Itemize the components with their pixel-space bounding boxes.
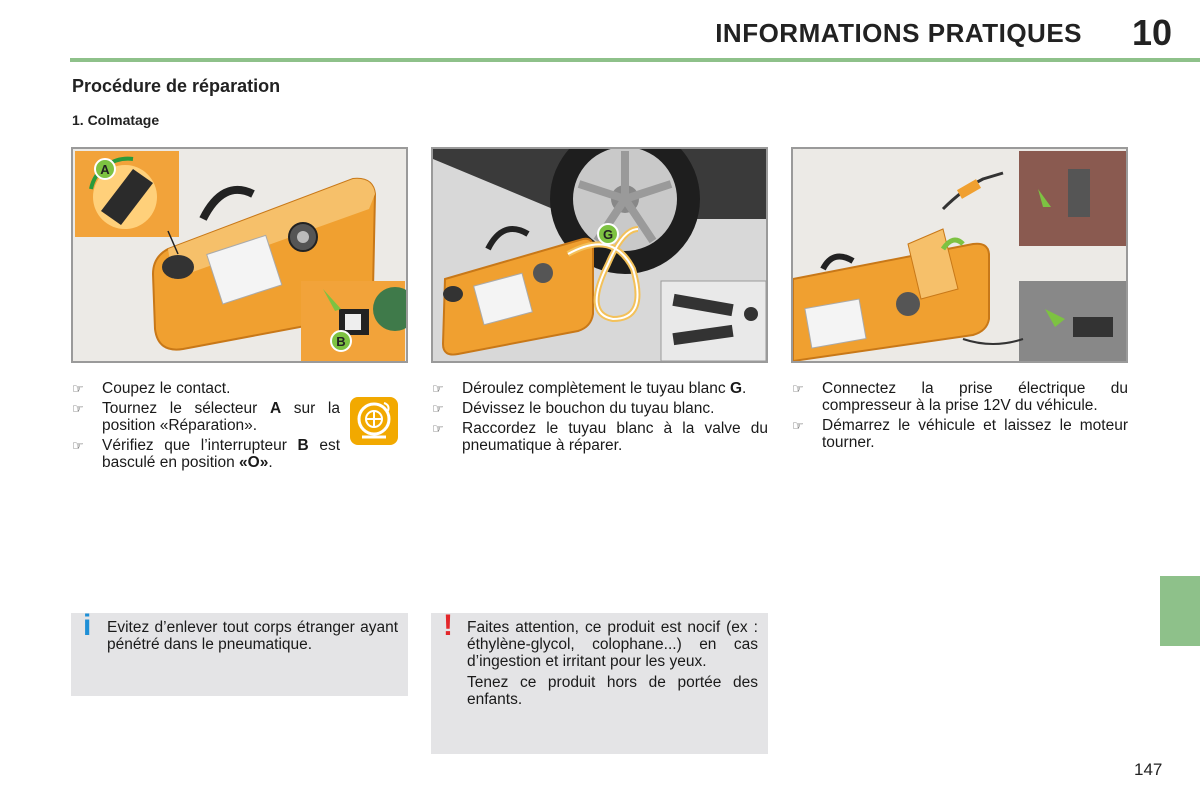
warning-note-text: Faites attention, ce produit est nocif (ex : éthylène-glycol, colophane...) en cas d’ingestion et irritant pour les yeux. Tenez ce produit hors de portée des enfants. (467, 619, 758, 708)
power-socket-illustration (791, 147, 1128, 363)
pointing-hand-icon: ☞ (72, 438, 84, 453)
chapter-number: 10 (1131, 12, 1173, 53)
list-item: ☞ Tournez le sélecteur A sur la position «Réparation». (72, 400, 340, 434)
chapter-title: INFORMATIONS PRATIQUES (715, 18, 1082, 48)
column-1-steps (72, 380, 340, 474)
list-item: ☞ Déroulez complètement le tuyau blanc G. (432, 380, 747, 397)
section-title: Procédure de réparation (72, 76, 281, 96)
list-item: ☞ Coupez le contact. (72, 380, 231, 397)
info-note (71, 609, 408, 696)
pointing-hand-icon: ☞ (432, 381, 444, 396)
warning-note (431, 609, 768, 754)
list-item: ☞ Connectez la prise électrique du compresseur à la prise 12V du véhicule. (792, 380, 1128, 414)
pointing-hand-icon: ☞ (432, 401, 444, 416)
callout-a: A (100, 162, 110, 177)
chapter-tab (1160, 576, 1200, 646)
column-3-steps (792, 380, 1128, 454)
step-title: 1. Colmatage (72, 112, 160, 128)
compressor-selector-illustration (71, 147, 408, 363)
column-2-steps (432, 380, 768, 457)
pointing-hand-icon: ☞ (72, 381, 84, 396)
info-icon: i (83, 609, 92, 642)
pointing-hand-icon: ☞ (792, 381, 804, 396)
pointing-hand-icon: ☞ (432, 421, 444, 436)
list-item: ☞ Vérifiez que l’interrupteur B est basculé en position «O». (72, 437, 340, 471)
warning-icon: ! (443, 609, 453, 642)
callout-g: G (602, 227, 614, 242)
page-number: 147 (1134, 760, 1163, 779)
list-item: ☞ Démarrez le véhicule et laissez le moteur tourner. (792, 417, 1128, 451)
list-item: ☞ Raccordez le tuyau blanc à la valve du pneumatique à réparer. (432, 420, 768, 454)
header-divider (70, 58, 1200, 62)
info-note-text: Evitez d’enlever tout corps étranger ayant pénétré dans le pneumatique. (107, 619, 398, 653)
hose-valve-illustration (431, 147, 768, 363)
tire-repair-kit-icon (350, 397, 398, 445)
callout-b: B (336, 334, 346, 349)
pointing-hand-icon: ☞ (72, 401, 84, 416)
pointing-hand-icon: ☞ (792, 418, 804, 433)
list-item: ☞ Dévissez le bouchon du tuyau blanc. (432, 400, 715, 417)
